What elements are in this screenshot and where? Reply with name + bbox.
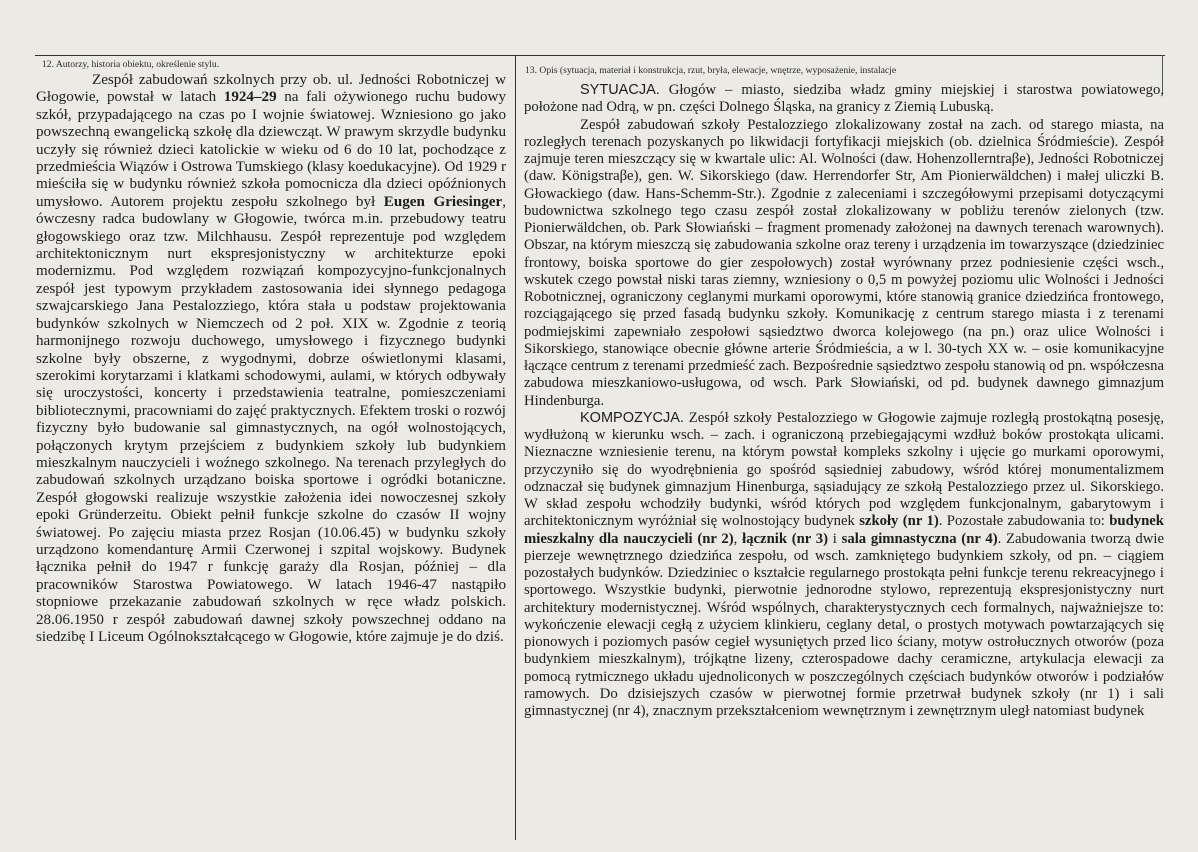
top-rule <box>35 55 1165 56</box>
description-text-column <box>524 82 1164 720</box>
history-text-column <box>36 72 506 646</box>
architect-name: Eugen Griesinger <box>383 193 503 210</box>
history-paragraph: Zespół zabudowań szkolnych przy ob. ul. Jedności Robotniczej w Głogowie, powstał w latach 1924–29 na fali ożywionego ruchu budowy szkół, przypadającego na czas po I wojnie światowej. Wzniesiono go jako powszechną ewangelicką szkołę dla dziewcząt. W prawym skrzydle budynku uczyły się również dzieci katolickie w wieku od 6 do 10 lat, pochodzące z przedmieścia Wiązów i Ostrowa Tumskiego (klasy koedukacyjne). Od 1929 r mieściła się w budynku również szkoła pomocnicza dla dzieci opóźnionych umysłowo. Autorem projektu zespołu szkolnego był Eugen Griesinger, ówczesny radca budowlany w Głogowie, twórca m.in. przebudowy teatru głogowskiego oraz tzw. Milchhausu. Zespół reprezentuje pod względem architektonicznym nurt ekspresjonistyczny w architekturze epoki modernizmu. Pod względem rozwiązań kompozycyjno-funkcjonalnych zespół jest typowym przykładem zastosowania idei słynnego pedagoga szwajcarskiego Jana Pestalozziego, która stała u podstaw projektowania budynków szkolnych w Niemczech od 2 poł. XIX w. Zgodnie z teorią harmonijnego rozwoju duchowego, umysłowego i fizycznego budynki szkolne były obszerne, z wygodnymi, dobrze oświetlonymi klasami, szerokimi korytarzami i klatkami schodowymi, aulami, w których odbywały się uroczystości, koncerty i przedstawienia teatralne, pomieszczeniami bibliotecznymi, pracowniami do zajęć praktycznych. Efektem troski o rozwój fizyczny było budowanie sal gimnastycznych, na ogół wolnostojących, połączonych krytym przejściem z budynkiem szkoły lub budynkiem mieszkalnym nauczycieli i woźnego szkolnego. Na terenach przyległych do zabudowań szkolnych urządzano boiska sportowe i ogródki botaniczne. Zespół głogowski realizuje wszystkie założenia idei nowoczesnej szkoły epoki Gründerzeitu. Obiekt pełnił funkcje szkolne do czasów II wojny światowej. Po zajęciu miasta przez Rosjan (10.06.45) w budynku szkoły urządzono komendanturę Armii Czerwonej i szpital wojskowy. Budynek łącznika pełnił do 1947 r funkcję garaży dla Rosjan, później – dla pracowników Starostwa Powiatowego. W latach 1946-47 nastąpiło stopniowe przekazanie zabudowań szkolnych w ręce władz polskich. 28.06.1950 r zespół zabudowań dawnej szkoły powszechnej oddano na siedzibę I Liceum Ogólnokształcącego w Głogowie, które zajmuje je do dziś. <box>36 72 506 645</box>
composition-paragraph: KOMPOZYCJA. Zespół szkoły Pestalozziego w Głogowie zajmuje rozległą prostokątną posesję, wydłużoną w kierunku wsch. – zach. i ograniczoną przebiegającymi wzdłuż boków prostokąta ulicami. Nieznaczne wzniesienie terenu, na którym powstał kompleks szkolny i ujęcie go murkami oporowymi, przyczyniło się do wyodrębnienia go spośród sąsiedniej zabudowy, wśród której monumentalizmem odznaczał się budynek gimnazjum Hinenburga, sąsiadujący ze szkołą Pestalozziego przez ul. Sikorskiego. W skład zespołu wchodziły budynki, wśród których pod względem funkcjonalnym, gabarytowym i architektonicznym wyróżniał się wolnostojący budynek szkoły (nr 1). Pozostałe zabudowania to: budynek mieszkalny dla nauczycieli (nr 2), łącznik (nr 3) i sala gimnastyczna (nr 4). Zabudowania tworzą dwie pierzeje wewnętrznego dziedzińca zespołu, od wsch. zamkniętego budynkiem szkoły, od pn. – ciągiem pozostałych budynków. Dziedziniec o kształcie regularnego prostokąta pełni funkcje terenu rekreacyjnego i sportowego. Wszystkie budynki, pierwotnie jednorodne stylowo, reprezentują ekspresjonistyczny nurt architektury modernistycznej. Wśród wspólnych, charakterystycznych cech formalnych, najważniejsze to: wykończenie elewacji cegłą z użyciem klinkieru, ceglany detal, o prostych motywach powtarzających się pionowych i poziomych pasów cegieł wysuniętych przed lico ściany, motyw ostrołucznych otworów (poza budynkiem mieszkalnym), trójkątne lizeny, czterospadowe dachy ceramiczne, artykulacja elewacji za pomocą rytmicznego układu ujednoliconych w poszczególnych częściach budynków otworów i podziałów ramowych. Do dzisiejszych czasów w pierwotnej formie przetrwał budynek szkoły (nr 1) i sali gimnastycznej (nr 4), znacznym przekształceniom wewnętrznym i zewnętrznym uległ natomiast budynek <box>524 409 1164 719</box>
situation-paragraph: SYTUACJA. Głogów – miasto, siedziba władz gminy miejskiej i starostwa powiatowego, położone nad Odrą, w pn. części Dolnego Śląska, na granicy z Ziemią Lubuską. <box>524 82 1164 116</box>
column-divider <box>515 55 516 840</box>
section-12-header: 12. Autorzy, historia obiektu, określenie stylu. <box>42 59 220 70</box>
date-range: 1924–29 <box>223 89 277 106</box>
location-paragraph: Zespół zabudowań szkoły Pestalozziego zlokalizowany został na zach. od starego miasta, na rozległych terenach pozyskanych po likwidacji fortyfikacji miejskich (ob. dzielnica Śródmieście). Zespół zajmuje teren mieszczący się w kwartale ulic: Al. Wolności (daw. Hohenzollerntraβe), Jedności Robotniczej (daw. Königstraβe), gen. W. Sikorskiego (daw. Herrendorfer Str, Am Pionierwäldchen) i małej uliczki B. Głowackiego (daw. Hans-Schemm-Str.). Zgodnie z zaleceniami i szczegółowymi przepisami dotyczącymi budownictwa szkolnego tego czasu zespół został zlokalizowany w pobliżu terenów zielonych (tzw. Pionierwäldchen, ob. Park Słowiański – fragment promenady założonej na dawnych terenach warownych). Obszar, na którym mieszczą się zabudowania szkolne oraz tereny i urządzenia im towarzyszące (dziedziniec frontowy, boiska sportowe do gier zespołowych) został wyrównany przez podniesienie części wsch., wskutek czego powstał niski taras ziemny, wzniesiony o 0,5 m powyżej poziomu ulic Wolności i Jedności Robotnicznej, ograniczony ceglanymi murkami oporowymi, które stanowią granice dziedzińca frontowego, rozciągającego się przed fasadą budynku szkoły. Komunikację z centrum starego miasta i z terenami podmiejskimi zapewniało zespołowi sąsiedztwo dworca kolejowego (na pn.) oraz ulice Wolności i Sikorskiego, stanowiące obecnie główne arterie Śródmieścia, a w l. 30-tych XX w. – osie komunikacyjne łączące centrum z terenami przedmieść zach. Bezpośrednie sąsiedztwo zespołu stanowią od pn. współczesna zabudowa mieszkaniowo-usługowa, od wsch. Park Słowiański, od pd. budynek dawnego gimnazjum Hindenburga. <box>524 116 1164 409</box>
situation-label: SYTUACJA. <box>580 82 660 98</box>
composition-label: KOMPOZYCJA. <box>580 409 684 426</box>
section-13-header: 13. Opis (sytuacja, materiał i konstrukcja, rzut, bryła, elewacje, wnętrze, wyposażenie, instalacje <box>525 65 897 76</box>
